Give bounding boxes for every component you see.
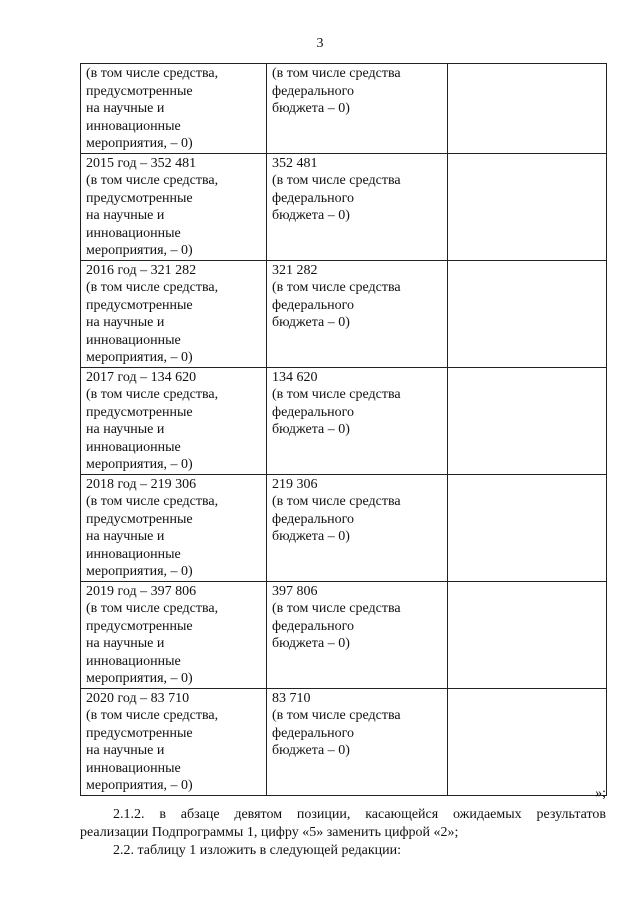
cell-text-line: (в том числе средства <box>272 494 401 509</box>
cell-text-line: на научные и <box>86 101 165 116</box>
cell-text-line: инновационные <box>86 118 181 134</box>
page-number: 3 <box>316 36 324 51</box>
table-cell-col3 <box>448 260 607 367</box>
table-cell-col1 <box>81 474 267 581</box>
table-cell-col3 <box>448 474 607 581</box>
table-row <box>81 153 607 260</box>
cell-text-line: инновационные <box>86 225 181 241</box>
cell-text-line: инновационные <box>86 760 181 776</box>
cell-text-line: бюджета – 0) <box>272 529 350 544</box>
table-cell-col1 <box>81 688 267 795</box>
cell-text-line: предусмотренные <box>86 618 193 634</box>
table-cell-col3 <box>448 688 607 795</box>
cell-text-line: предусмотренные <box>86 190 193 206</box>
cell-text-line: инновационные <box>86 332 181 348</box>
cell-text-line: 352 481 <box>272 155 318 171</box>
cell-text-line: 2015 год – 352 481 <box>86 155 197 171</box>
cell-text-line: предусмотренные <box>86 511 193 527</box>
table-cell-col2 <box>267 688 448 795</box>
cell-text-line: 2020 год – 83 710 <box>86 690 190 706</box>
cell-text-line: предусмотренные <box>86 83 193 99</box>
table-cell-col3 <box>448 153 607 260</box>
cell-text-line: федерального <box>272 297 355 313</box>
cell-text-line: федерального <box>272 618 355 634</box>
cell-text-line: 83 710 <box>272 690 311 706</box>
cell-text-line: (в том числе средства, <box>86 601 219 616</box>
cell-text-line: мероприятия, – 0) <box>86 457 193 472</box>
paragraph-2-1-2-line-1: 2.1.2. в абзаце девятом позиции, касающейся ожидаемых результатов <box>113 807 606 822</box>
table-cell-col2 <box>267 153 448 260</box>
table-row <box>81 474 607 581</box>
table-cell-col3 <box>448 64 607 154</box>
cell-text-line: (в том числе средства, <box>86 494 219 509</box>
table-cell-col1 <box>81 260 267 367</box>
cell-text-line: (в том числе средства <box>272 601 401 616</box>
cell-text-line: мероприятия, – 0) <box>86 564 193 579</box>
cell-text-line: мероприятия, – 0) <box>86 671 193 686</box>
cell-text-line: бюджета – 0) <box>272 315 350 330</box>
cell-text-line: на научные и <box>86 743 165 758</box>
cell-text-line: (в том числе средства <box>272 173 401 188</box>
cell-text-line: федерального <box>272 190 355 206</box>
cell-text-line: предусмотренные <box>86 297 193 313</box>
paragraph-2-2: 2.2. таблицу 1 изложить в следующей редакции: <box>113 843 402 858</box>
table-cell-col2 <box>267 474 448 581</box>
table-cell-col2 <box>267 581 448 688</box>
cell-text-line: на научные и <box>86 636 165 651</box>
table-row <box>81 367 607 474</box>
funding-table <box>80 63 607 796</box>
cell-text-line: мероприятия, – 0) <box>86 778 193 793</box>
cell-text-line: (в том числе средства <box>272 66 401 81</box>
cell-text-line: инновационные <box>86 653 181 669</box>
cell-text-line: (в том числе средства <box>272 708 401 723</box>
funding-table-body <box>81 64 607 796</box>
table-cell-col1 <box>81 64 267 154</box>
table-cell-col2 <box>267 367 448 474</box>
table-row <box>81 688 607 795</box>
cell-text-line: бюджета – 0) <box>272 208 350 223</box>
cell-text-line: инновационные <box>86 439 181 455</box>
cell-text-line: бюджета – 0) <box>272 636 350 651</box>
table-cell-col2 <box>267 64 448 154</box>
table-cell-col3 <box>448 581 607 688</box>
cell-text-line: (в том числе средства, <box>86 708 219 723</box>
cell-text-line: (в том числе средства, <box>86 280 219 295</box>
table-cell-col3 <box>448 367 607 474</box>
cell-text-line: на научные и <box>86 315 165 330</box>
table-cell-col1 <box>81 153 267 260</box>
table-cell-col1 <box>81 581 267 688</box>
cell-text-line: (в том числе средства <box>272 387 401 402</box>
cell-text-line: (в том числе средства, <box>86 387 219 402</box>
cell-text-line: предусмотренные <box>86 404 193 420</box>
cell-text-line: предусмотренные <box>86 725 193 741</box>
cell-text-line: 2018 год – 219 306 <box>86 476 197 492</box>
cell-text-line: 2017 год – 134 620 <box>86 369 197 385</box>
table-cell-col2 <box>267 260 448 367</box>
closing-quote: »; <box>595 786 606 801</box>
cell-text-line: (в том числе средства, <box>86 173 219 188</box>
cell-text-line: на научные и <box>86 422 165 437</box>
cell-text-line: федерального <box>272 725 355 741</box>
table-row <box>81 64 607 154</box>
cell-text-line: 397 806 <box>272 583 318 599</box>
cell-text-line: 2019 год – 397 806 <box>86 583 197 599</box>
cell-text-line: (в том числе средства, <box>86 66 219 81</box>
cell-text-line: 219 306 <box>272 476 318 492</box>
table-row <box>81 581 607 688</box>
cell-text-line: на научные и <box>86 529 165 544</box>
cell-text-line: (в том числе средства <box>272 280 401 295</box>
cell-text-line: 134 620 <box>272 369 318 385</box>
cell-text-line: инновационные <box>86 546 181 562</box>
cell-text-line: мероприятия, – 0) <box>86 243 193 258</box>
cell-text-line: 321 282 <box>272 262 318 278</box>
cell-text-line: федерального <box>272 511 355 527</box>
cell-text-line: 2016 год – 321 282 <box>86 262 197 278</box>
cell-text-line: мероприятия, – 0) <box>86 350 193 365</box>
cell-text-line: бюджета – 0) <box>272 101 350 116</box>
paragraph-2-1-2 <box>80 806 606 841</box>
table-row <box>81 260 607 367</box>
table-cell-col1 <box>81 367 267 474</box>
cell-text-line: федерального <box>272 83 355 99</box>
cell-text-line: бюджета – 0) <box>272 422 350 437</box>
paragraph-2-1-2-line-2: реализации Подпрограммы 1, цифру «5» заменить цифрой «2»; <box>80 824 459 840</box>
cell-text-line: на научные и <box>86 208 165 223</box>
cell-text-line: федерального <box>272 404 355 420</box>
cell-text-line: мероприятия, – 0) <box>86 136 193 151</box>
cell-text-line: бюджета – 0) <box>272 743 350 758</box>
